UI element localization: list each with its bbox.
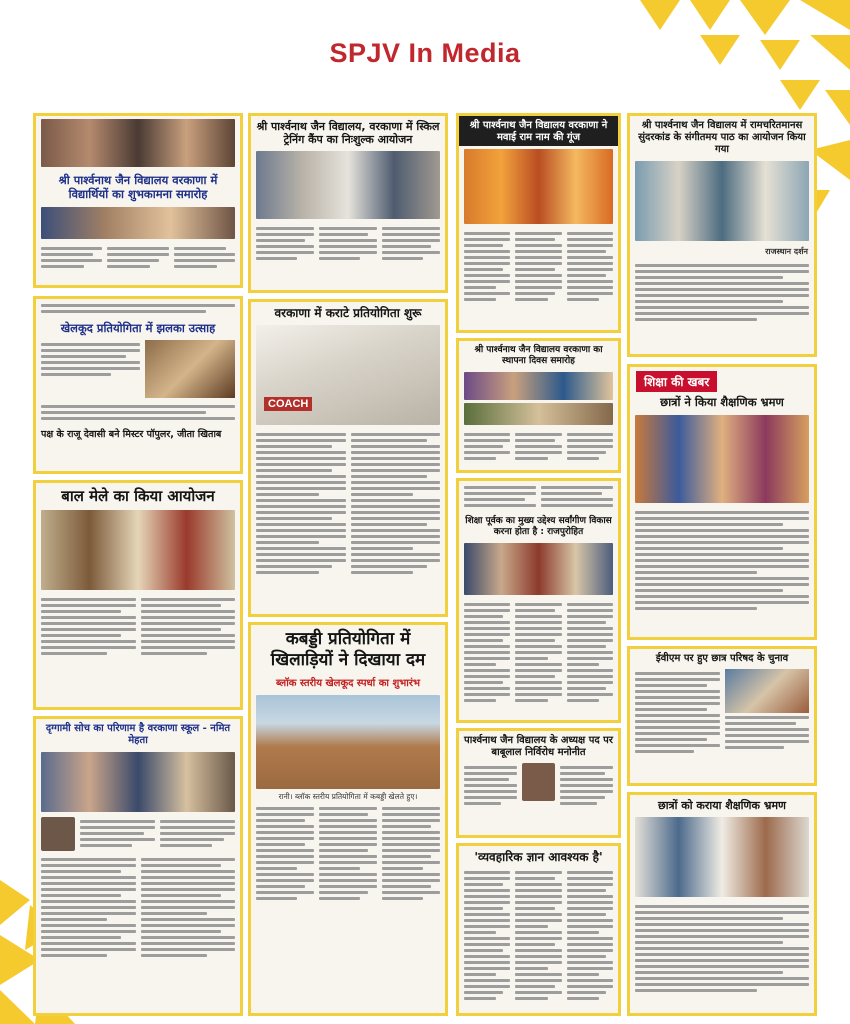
clipping-body — [36, 242, 240, 273]
clipping-headline: कबड्डी प्रतियोगिता में खिलाड़ियों ने दिखाया दम — [270, 629, 426, 671]
clipping-body — [459, 227, 618, 306]
clipping-body — [36, 815, 240, 853]
clipping-body — [459, 598, 618, 707]
clipping-photo — [464, 543, 613, 595]
section-badge: शिक्षा की खबर — [636, 371, 717, 392]
clipping-body — [251, 802, 445, 905]
clipping-body — [630, 506, 814, 615]
clipping-headline: श्री पार्श्वनाथ जैन विद्यालय वरकाणा का स्थापना दिवस समारोह — [474, 345, 603, 366]
clipping-body — [251, 222, 445, 265]
clipping-photo — [145, 340, 235, 398]
news-clipping-ram-naam — [456, 113, 621, 333]
news-clipping-foundation-day — [456, 338, 621, 473]
avatar — [522, 763, 554, 801]
clipping-headline: खेलकूद प्रतियोगिता में झलका उत्साह — [60, 321, 216, 335]
clipping-photo — [635, 161, 809, 241]
news-clipping-kabaddi-competition — [248, 622, 448, 1016]
news-clipping-president-nominated — [456, 728, 621, 838]
page-title: SPJV In Media — [329, 38, 521, 68]
news-clipping-sundarkand-path — [627, 113, 817, 357]
news-clipping-educational-trip — [627, 792, 817, 1016]
news-clipping-practical-knowledge — [456, 843, 621, 1016]
news-clipping-farewell — [33, 113, 243, 288]
clipping-body — [630, 900, 814, 997]
photo-caption: रानी। ब्लॉक स्तरीय प्रतियोगिता में कबड्डी खेलते हुए। — [278, 791, 418, 801]
clipping-body — [630, 667, 814, 758]
clipping-headline: वरकाणा में कराटे प्रतियोगिता शुरू — [274, 306, 422, 320]
clipping-body — [459, 866, 618, 1005]
clipping-body — [251, 428, 445, 579]
news-clipping-far-sighted-vision — [33, 716, 243, 1016]
news-clipping-educational-tour — [627, 364, 817, 640]
clipping-photo — [41, 510, 235, 590]
clipping-headline: श्री पार्श्वनाथ जैन विद्यालय वरकाणा ने मवाई राम नाम की गूंज — [459, 116, 618, 146]
news-clipping-sports-competition — [33, 296, 243, 474]
news-clipping-evm-elections — [627, 646, 817, 786]
clipping-photo — [41, 752, 235, 812]
clipping-headline: श्री पार्श्वनाथ जैन विद्यालय में रामचरितमानस सुंदरकांड के संगीतमय पाठ का आयोजन किया गया — [638, 120, 806, 155]
coach-banner-label: COACH — [264, 397, 312, 411]
news-clipping-education-purpose — [456, 478, 621, 723]
clipping-byline: राजस्थान दर्शन — [765, 247, 808, 256]
clipping-headline: श्री पार्श्वनाथ जैन विद्यालय, वरकाणा में स्किल ट्रेनिंग कैंप का निःशुल्क आयोजन — [256, 120, 440, 147]
clipping-headline: छात्रों को कराया शैक्षणिक भ्रमण — [657, 799, 786, 812]
clipping-footer-headline: पक्ष के राजू देवासी बने मिस्टर पॉपुलर, जीता खिताब — [41, 428, 222, 440]
news-clipping-children-fair — [33, 480, 243, 710]
clipping-photo — [464, 372, 613, 400]
clipping-photo — [464, 403, 613, 425]
clipping-body — [459, 428, 618, 465]
clipping-headline: ईवीएम पर हुए छात्र परिषद के चुनाव — [655, 653, 789, 664]
clipping-photo — [256, 325, 440, 425]
clipping-body — [630, 259, 814, 326]
clipping-photo — [635, 817, 809, 897]
avatar — [41, 817, 75, 851]
clipping-photo — [41, 119, 235, 167]
clipping-headline: शिक्षा पूर्वक का मुख्य उद्देश्य सर्वांगीण विकास करना होता है : राजपुरोहित — [465, 516, 612, 537]
section-badge-wrap — [630, 367, 814, 392]
clipping-photo — [256, 151, 440, 219]
clipping-body — [36, 338, 240, 400]
news-clipping-karate-competition — [248, 299, 448, 617]
clipping-photo — [256, 695, 440, 789]
clipping-body — [459, 761, 618, 810]
clipping-subheadline: ब्लॉक स्तरीय खेलकूद स्पर्धा का शुभारंभ — [275, 677, 421, 689]
clipping-headline: बाल मेले का किया आयोजन — [61, 487, 215, 505]
clipping-headline: पार्श्वनाथ जैन विद्यालय के अध्यक्ष पद पर बाबूलाल निर्विरोध मनोनीत — [464, 735, 613, 758]
clipping-photo — [464, 149, 613, 224]
clipping-headline: श्री पार्श्वनाथ जैन विद्यालय वरकाणा में विद्यार्थियों का शुभकामना समारोह — [58, 173, 218, 201]
clipping-photo — [725, 669, 810, 713]
clipping-photo — [635, 415, 809, 503]
news-clipping-skill-training-camp — [248, 113, 448, 293]
clipping-headline: दृग्गामी सोच का परिणाम है वरकाणा स्कूल - नमित मेहता — [45, 723, 231, 746]
clipping-headline: छात्रों ने किया शैक्षणिक भ्रमण — [660, 395, 784, 409]
clipping-photo — [41, 207, 235, 239]
clipping-headline: 'व्यवहारिक ज्ञान आवश्यक है' — [474, 850, 603, 864]
clipping-body — [36, 593, 240, 660]
